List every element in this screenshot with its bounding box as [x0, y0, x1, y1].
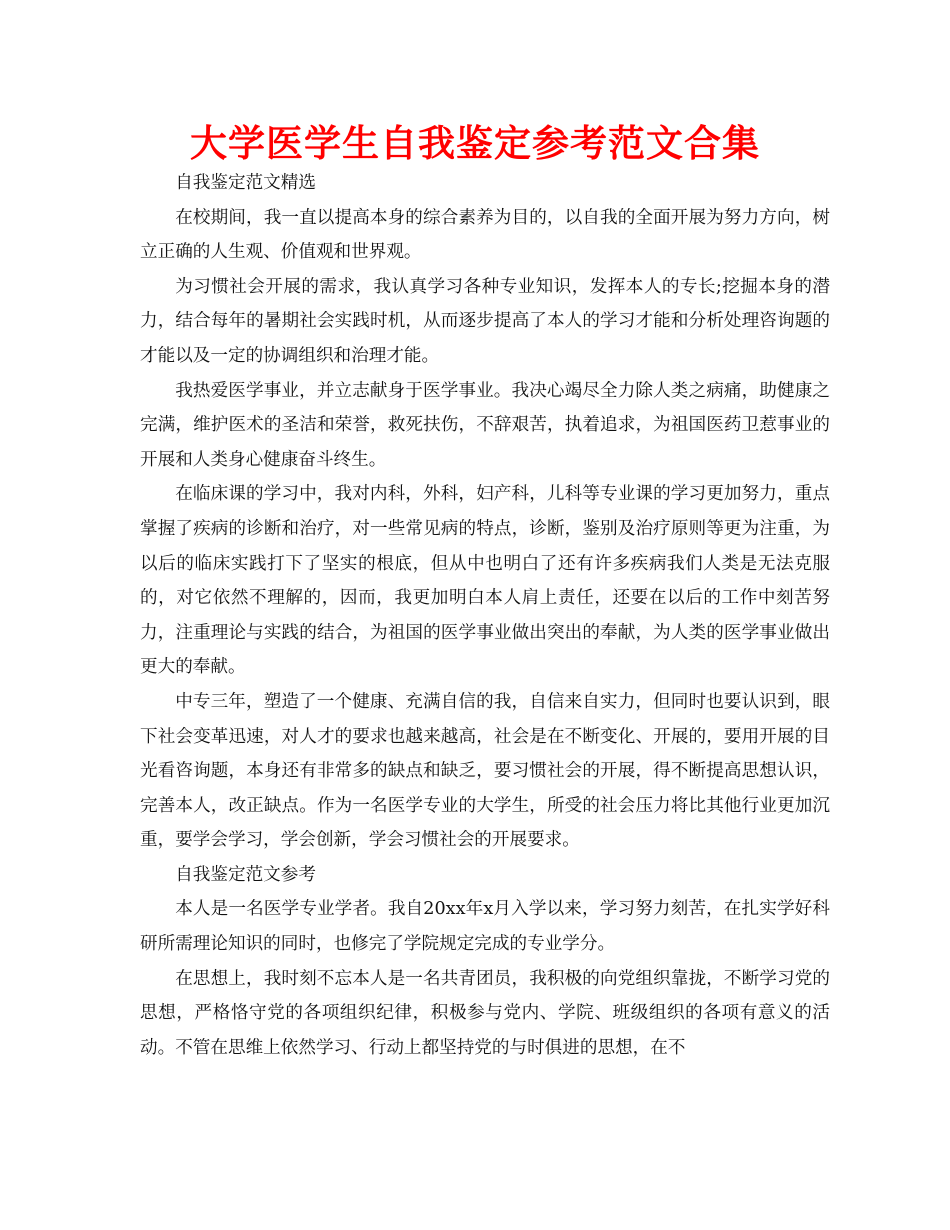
paragraph: 本人是一名医学专业学者。我自20xx年x月入学以来，学习努力刻苦，在扎实学好科研所需理论知识的同时，也修完了学院规定完成的专业学分。 — [140, 899, 830, 955]
paragraph: 为习惯社会开展的需求，我认真学习各种专业知识，发挥本人的专长;挖掘本身的潜力，结合每年的暑期社会实践时机，从而逐步提高了本人的学习才能和分析处理咨询题的才能以及一定的协调组织和治理才能。 — [140, 276, 830, 366]
paragraph: 我热爱医学事业，并立志献身于医学事业。我决心竭尽全力除人类之病痛，助健康之完满，维护医术的圣洁和荣誉，救死扶伤，不辞艰苦，执着追求，为祖国医药卫惹事业的开展和人类身心健康奋斗终生。 — [140, 380, 830, 470]
paragraph: 中专三年，塑造了一个健康、充满自信的我，自信来自实力，但同时也要认识到，眼下社会变革迅速，对人才的要求也越来越高，社会是在不断变化、开展的，要用开展的目光看咨询题，本身还有非常多的缺点和缺乏，要习惯社会的开展，得不断提高思想认识，完善本人，改正缺点。作为一名医学专业的大学生，所受的社会压力将比其他行业更加沉重，要学会学习，学会创新，学会习惯社会的开展要求。 — [140, 691, 830, 851]
paragraph: 在临床课的学习中，我对内科，外科，妇产科，儿科等专业课的学习更加努力，重点掌握了疾病的诊断和治疗，对一些常见病的特点，诊断，鉴别及治疗原则等更为注重，为以后的临床实践打下了坚实的根底，但从中也明白了还有许多疾病我们人类是无法克服的，对它依然不理解的，因而，我更加明白本人肩上责任，还要在以后的工作中刻苦努力，注重理论与实践的结合，为祖国的医学事业做出突出的奉献，为人类的医学事业做出更大的奉献。 — [140, 484, 830, 678]
section-heading: 自我鉴定范文精选 — [175, 173, 316, 193]
section-heading: 自我鉴定范文参考 — [175, 864, 316, 885]
paragraph: 在思想上，我时刻不忘本人是一名共青团员，我积极的向党组织靠拢，不断学习党的思想，严格恪守党的各项组织纪律，积极参与党内、学院、班级组织的各项有意义的活动。不管在思维上依然学习、行动上都坚持党的与时俱进的思想，在不 — [140, 968, 830, 1058]
document-body — [140, 166, 830, 1065]
paragraph: 在校期间，我一直以提高本身的综合素养为目的，以自我的全面开展为努力方向，树立正确的人生观、价值观和世界观。 — [140, 207, 830, 263]
document-title: 大学医学生自我鉴定参考范文合集 — [190, 122, 760, 165]
